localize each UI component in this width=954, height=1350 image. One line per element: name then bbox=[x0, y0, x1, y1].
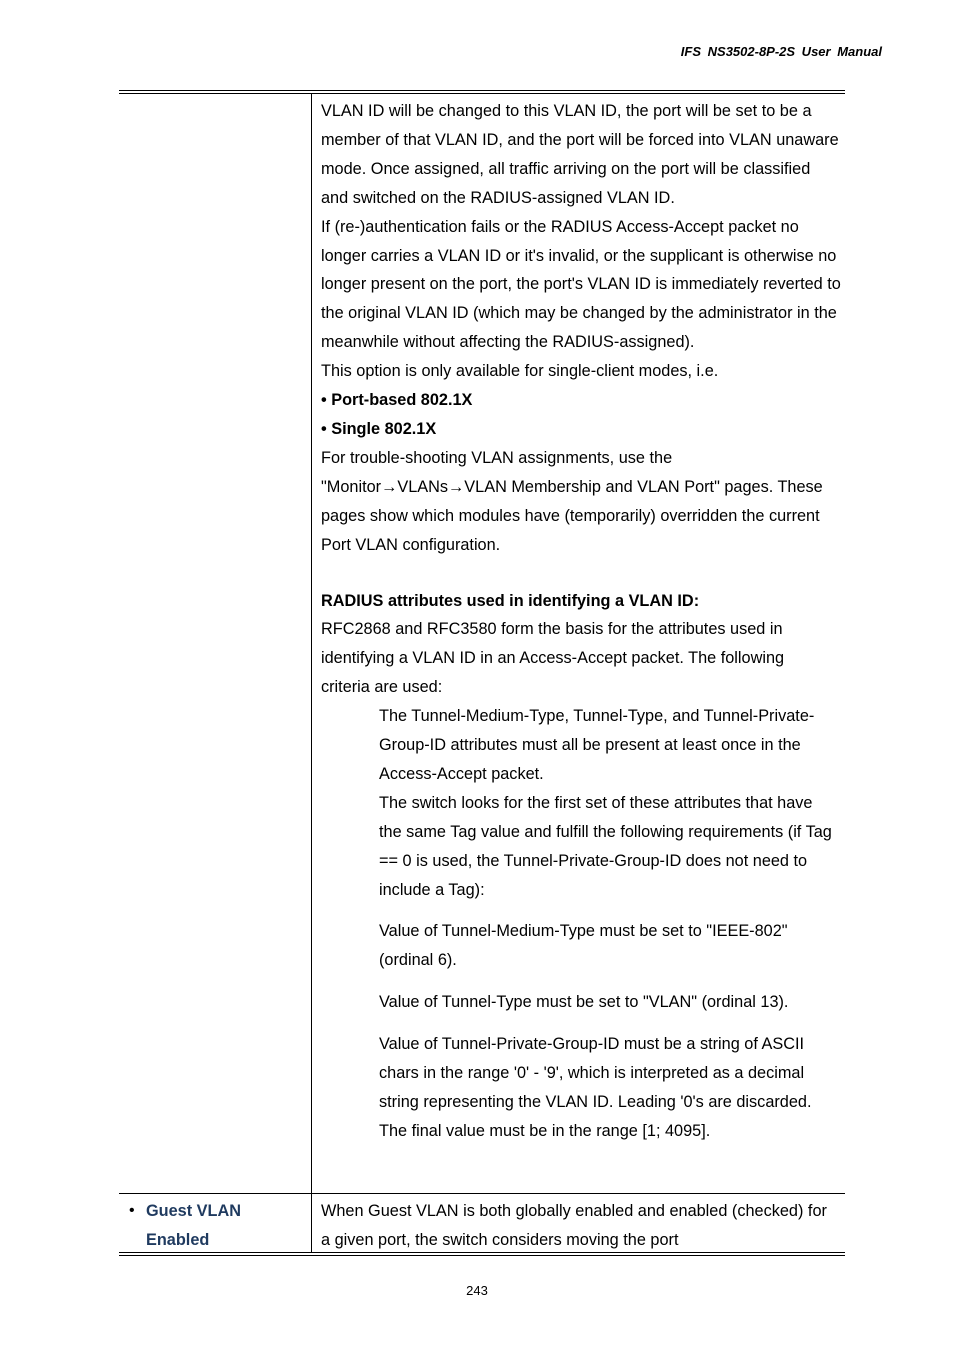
description-cell bbox=[312, 94, 845, 1193]
radius-heading: RADIUS attributes used in identifying a VLAN ID: bbox=[321, 591, 700, 610]
guest-vlan-description: When Guest VLAN is both globally enabled and enabled (checked) for a given port, the switch considers moving the port bbox=[321, 1202, 827, 1249]
bullet-icon: • bbox=[129, 1202, 135, 1219]
parameter-cell-empty bbox=[119, 94, 312, 1193]
reauth-paragraph: If (re-)authentication fails or the RADIUS Access-Accept packet no longer carries a VLAN ID or it's invalid, or the supplicant is otherwise no longer present on the port, the port's VLAN ID is immediately reverted to the original VLAN ID (which may be changed by the administrator in the meanwhile without affecting the RADIUS-assigned). bbox=[321, 217, 841, 352]
mode-port-based: • Port-based 802.1X bbox=[321, 391, 473, 410]
criteria-item-2: The switch looks for the first set of these attributes that have the same Tag value and fulfill the following requirements (if Tag == 0 is used, the Tunnel-Private-Group-ID does not need to include a Tag): bbox=[379, 793, 832, 899]
single-client-note: This option is only available for single-client modes, i.e. bbox=[321, 362, 719, 381]
manual-header: IFS NS3502-8P-2S User Manual bbox=[680, 44, 882, 59]
parameter-name-line-2: Enabled bbox=[146, 1230, 210, 1249]
parameter-table bbox=[119, 90, 845, 1256]
table-row bbox=[119, 94, 845, 1193]
mode-single: • Single 802.1X bbox=[321, 419, 437, 438]
criteria-item-1: The Tunnel-Medium-Type, Tunnel-Type, and Tunnel-Private-Group-ID attributes must all be present at least once in the Access-Accept packet. bbox=[379, 707, 815, 783]
parameter-name-line-1: Guest VLAN bbox=[146, 1202, 241, 1220]
description-cell bbox=[312, 1194, 845, 1252]
table-row bbox=[119, 1193, 845, 1252]
parameter-cell bbox=[119, 1194, 312, 1252]
requirement-3: Value of Tunnel-Private-Group-ID must be a string of ASCII chars in the range '0' - '9', which is interpreted as a decimal string representing the VLAN ID. Leading '0's are discarded. The final value must be in the range [1; 4095]. bbox=[379, 1035, 812, 1140]
radius-intro: RFC2868 and RFC3580 form the basis for the attributes used in identifying a VLAN ID in an Access-Accept packet. The following criteria are used: bbox=[321, 620, 785, 697]
page-number: 243 bbox=[466, 1283, 488, 1298]
requirement-1: Value of Tunnel-Medium-Type must be set to "IEEE-802" (ordinal 6). bbox=[379, 922, 788, 970]
requirement-2: Value of Tunnel-Type must be set to "VLAN" (ordinal 13). bbox=[379, 993, 789, 1012]
vlan-assign-paragraph: VLAN ID will be changed to this VLAN ID, the port will be set to be a member of that VLAN ID, and the port will be forced into VLAN unaware mode. Once assigned, all traffic arriving on the port will be classified and switched on the RADIUS-assigned VLAN ID. bbox=[321, 102, 839, 207]
troubleshooting-paragraph: For trouble-shooting VLAN assignments, use the "Monitor→VLANs→VLAN Membership and VLAN Port" pages. These pages show which modules have (temporarily) overridden the current Port VLAN configuration. bbox=[321, 448, 823, 554]
